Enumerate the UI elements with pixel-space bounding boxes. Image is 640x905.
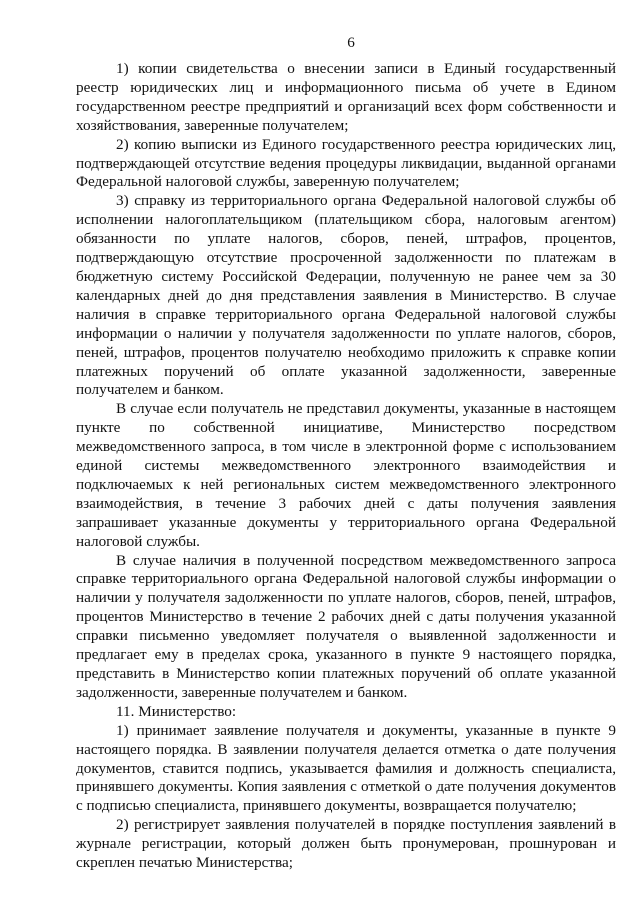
- paragraph-section-11-item-1: 1) принимает заявление получателя и документы, указанные в пункте 9 настоящего порядка. В заявлении получателя делается отметка о дате получения документов, ставится подпись, указывается фамилия и должность специалиста, принявшего документы. Копия заявления с отметкой о дате получения документов с подписью специалиста, принявшего документы, возвращается получателю;: [76, 721, 616, 815]
- paragraph-item-3-tax-certificate: 3) справку из территориального органа Федеральной налоговой службы об исполнении налогоплательщиком (плательщиком сбора, налоговым агентом) обязанности по уплате налогов, сборов, пеней, штрафов, процентов, подтверждающую отсутствие просроченной задолженности по платежам в бюджетную систему Российской Федерации, полученную не ранее чем за 30 календарных дней до дня представления заявления в Министерство. В случае наличия в справке территориального органа Федеральной налоговой службы информации о наличии у получателя задолженности по уплате налогов, сборов, пеней, штрафов, процентов получателю необходимо приложить к справке копии платежных поручений об оплате указанной задолженности, заверенные получателем и банком.: [76, 192, 616, 399]
- paragraph-debt-notification: В случае наличия в полученной посредством межведомственного запроса справке территориального органа Федеральной налоговой службы информации о наличии у получателя задолженности по уплате налогов, сборов, пеней, штрафов, процентов Министерство в течение 2 рабочих дней с даты получения указанной справки письменно уведомляет получателя о выявленной задолженности и предлагает ему в пределах срока, указанного в пункте 9 настоящего порядка, представить в Министерство копии платежных поручений об оплате указанной задолженности, заверенные получателем и банком.: [76, 551, 616, 701]
- paragraph-item-2-registry-extract: 2) копию выписки из Единого государственного реестра юридических лиц, подтверждающей отсутствие ведения процедуры ликвидации, выданной органами Федеральной налоговой службы, заверенную получателем;: [76, 135, 616, 191]
- paragraph-section-11-heading: 11. Министерство:: [116, 702, 237, 720]
- page-number: 6: [347, 34, 355, 51]
- document-page: [76, 34, 616, 873]
- paragraph-item-1-registration-certificate: 1) копии свидетельства о внесении записи в Единый государственный реестр юридических лиц и информационного письма об учете в Едином государственном реестре предприятий и организаций всех форм собственности и хозяйствования, заверенные получателем;: [76, 60, 616, 134]
- paragraph-interagency-request: В случае если получатель не представил документы, указанные в настоящем пункте по собственной инициативе, Министерство посредством межведомственного запроса, в том числе в электронной форме с использованием единой системы межведомственного электронного взаимодействия и подключаемых к ней региональных систем межведомственного электронного взаимодействия, в течение 3 рабочих дней с даты получения заявления запрашивает указанные документы у территориального органа Федеральной налоговой службы.: [76, 400, 616, 550]
- paragraph-section-11-item-2: 2) регистрирует заявления получателей в порядке поступления заявлений в журнале регистрации, который должен быть пронумерован, прошнурован и скреплен печатью Министерства;: [76, 816, 616, 872]
